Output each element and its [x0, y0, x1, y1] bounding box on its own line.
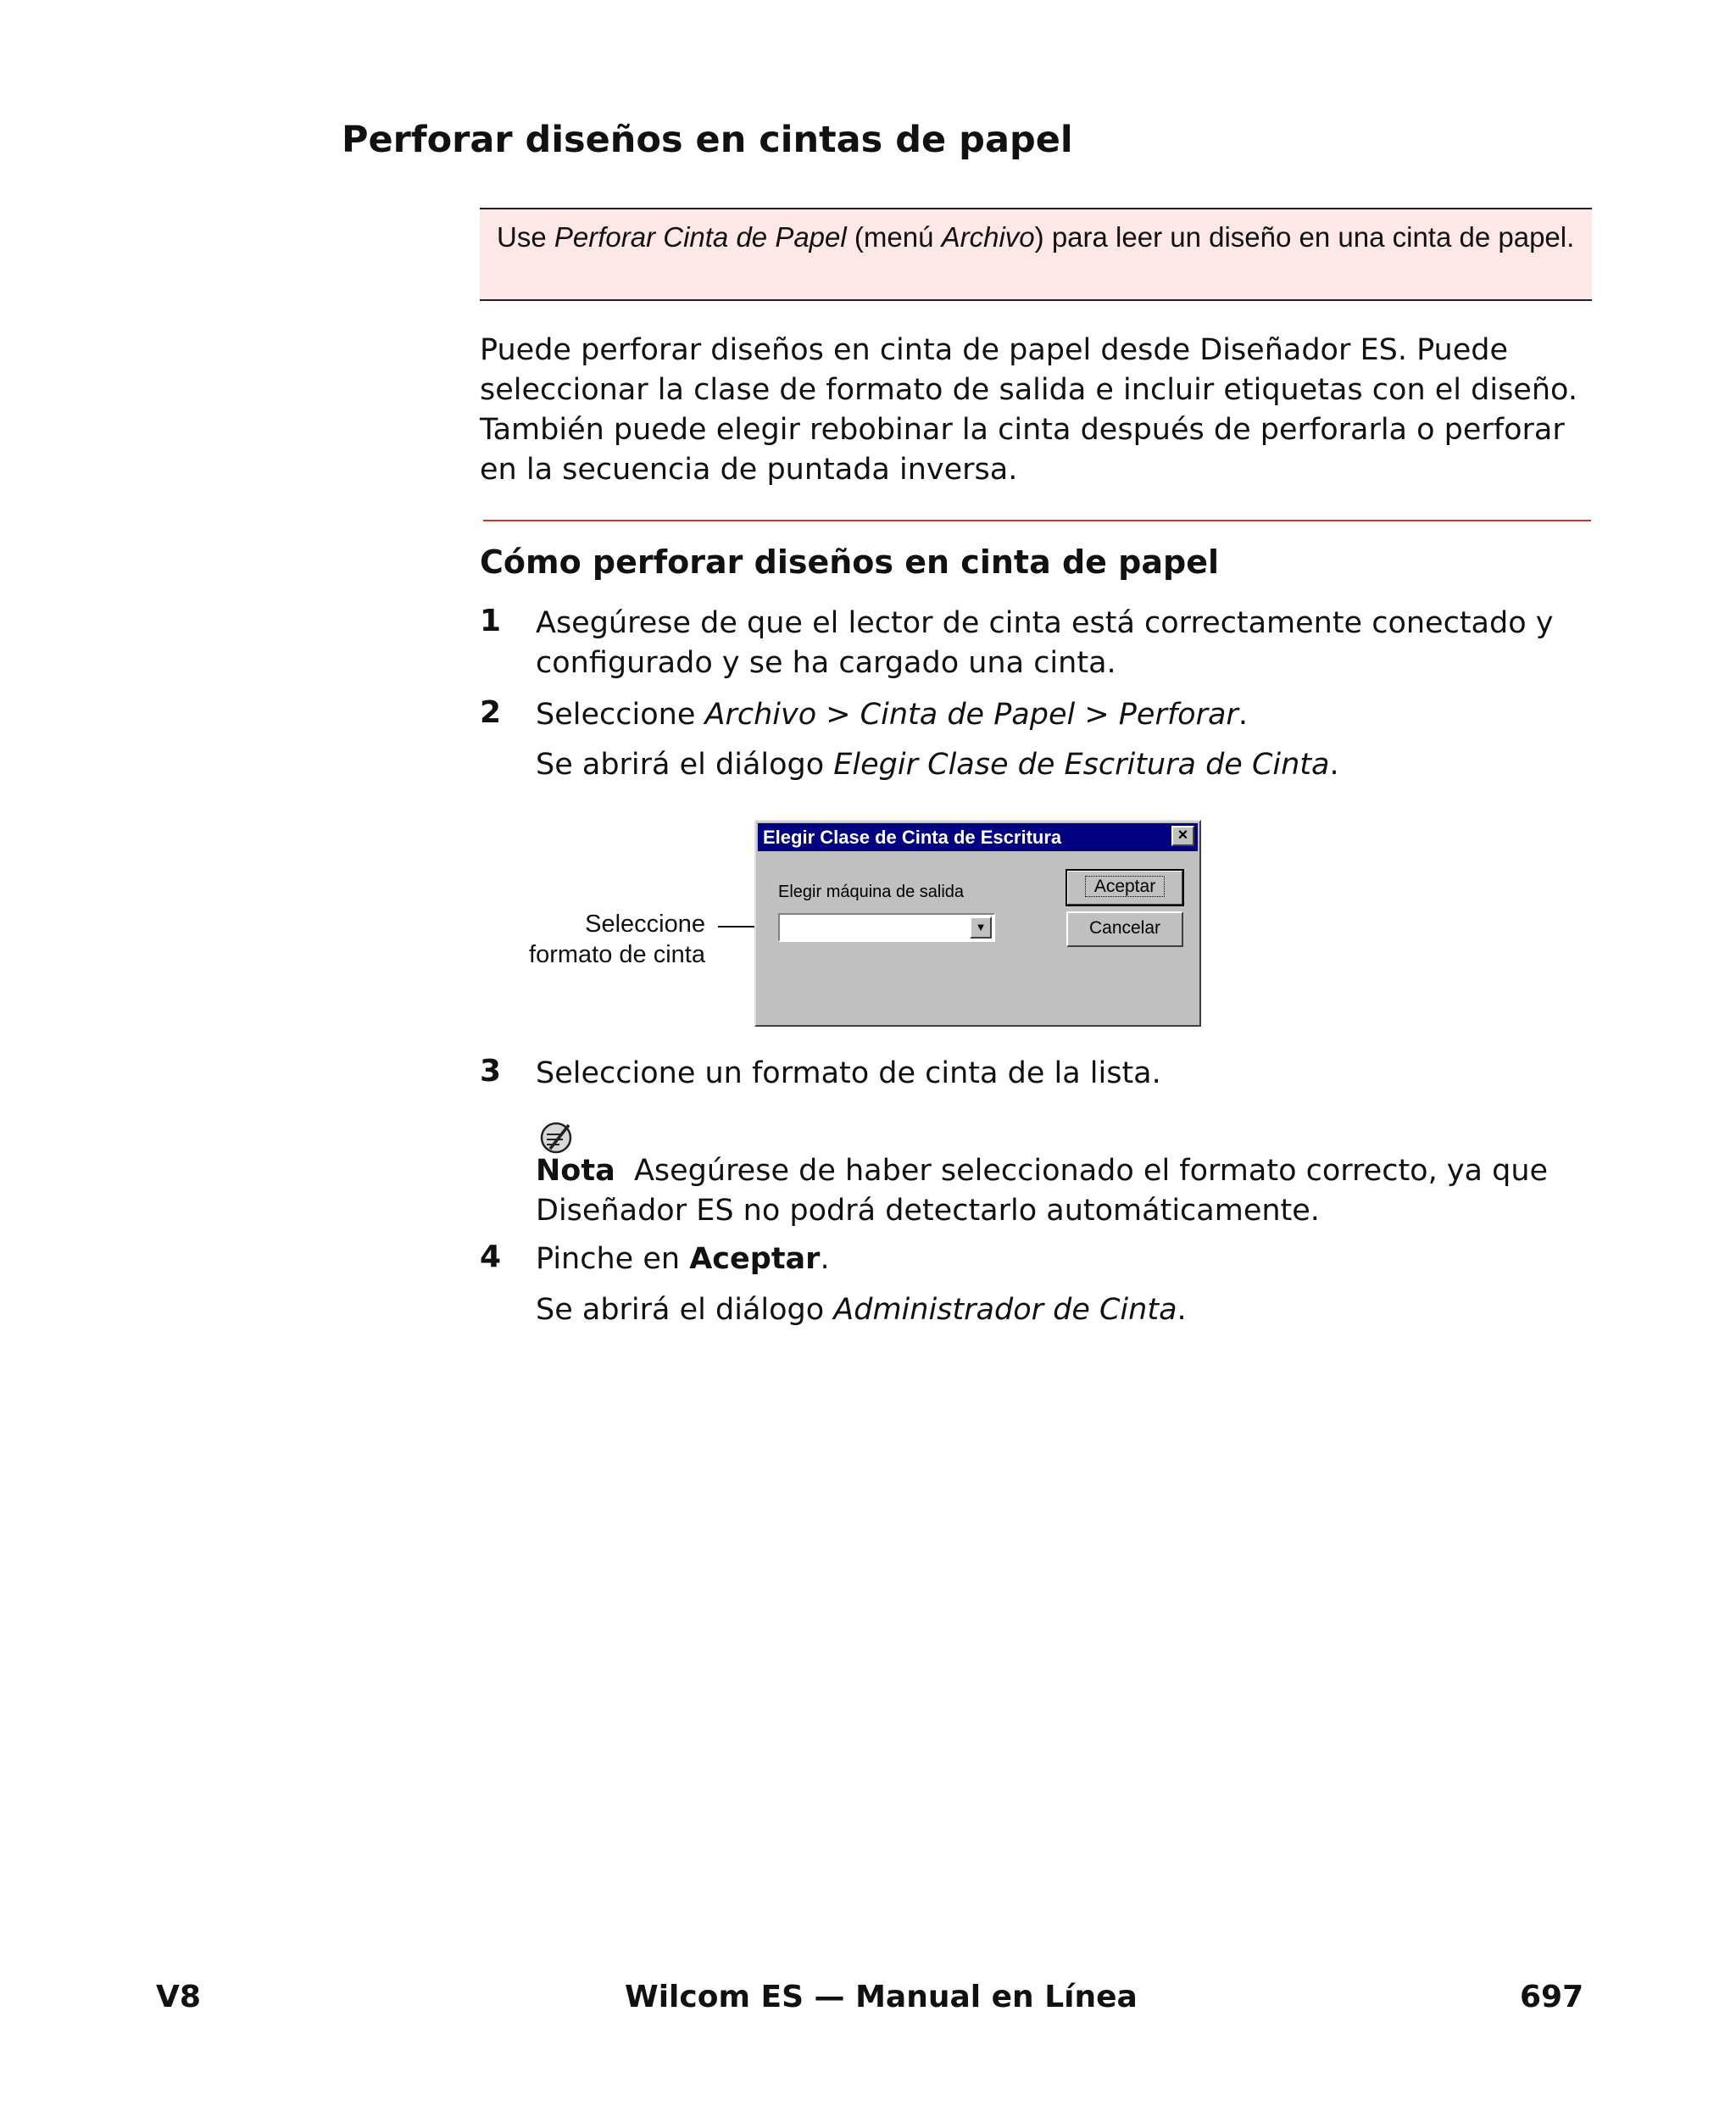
choose-tape-dialog	[754, 820, 1201, 1027]
dialog-title: Elegir Clase de Cinta de Escritura	[763, 827, 1062, 848]
step-text: Asegúrese de que el lector de cinta está correctamente conectado y configurado y se ha cargado una cinta.	[536, 606, 1554, 680]
step-number: 3	[480, 1054, 502, 1089]
note-body: Asegúrese de haber seleccionado el formato correcto, ya que Diseñador ES no podrá detectarlo automáticamente.	[536, 1154, 1549, 1228]
step-result	[536, 1290, 1591, 1330]
dialog-title-bar	[758, 823, 1198, 851]
step-text	[536, 1240, 1591, 1279]
footer-page-number: 697	[1520, 1980, 1584, 2014]
ok-button-label: Aceptar	[1085, 876, 1165, 897]
step-result	[536, 745, 1591, 785]
tape-format-select[interactable]	[778, 913, 995, 942]
result-prefix: Se abrirá el diálogo	[536, 1293, 825, 1327]
summary-box	[480, 208, 1592, 301]
output-machine-label: Elegir máquina de salida	[778, 883, 965, 901]
step-bold: Aceptar	[689, 1242, 821, 1276]
step-number: 4	[480, 1240, 502, 1274]
how-to-title: Cómo perforar diseños en cinta de papel	[480, 543, 1219, 581]
step-prefix: Seleccione	[536, 698, 696, 732]
result-suffix: .	[1177, 1293, 1187, 1327]
step-number: 1	[480, 604, 502, 638]
result-dialog: Administrador de Cinta	[833, 1293, 1177, 1327]
note-label: Nota	[536, 1154, 615, 1188]
step-prefix: Pinche en	[536, 1242, 681, 1276]
chevron-down-icon[interactable]: ▼	[970, 916, 992, 939]
summary-menu: Archivo	[941, 221, 1035, 253]
step-suffix: .	[1238, 698, 1248, 732]
callout-label: Seleccione formato de cinta	[529, 911, 705, 968]
result-prefix: Se abrirá el diálogo	[536, 748, 825, 782]
summary-command: Perforar Cinta de Papel	[554, 221, 847, 253]
note-text	[536, 1151, 1591, 1231]
step-number: 2	[480, 695, 502, 730]
step-suffix: .	[820, 1242, 830, 1276]
intro-paragraph: Puede perforar diseños en cinta de papel desde Diseñador ES. Puede seleccionar la clase de formato de salida e incluir etiquetas con el diseño. También puede elegir rebobinar la cinta después de perforarla o perforar en la secuencia de puntada inversa.	[480, 333, 1577, 487]
step-text: Seleccione un formato de cinta de la lista.	[536, 1056, 1161, 1090]
close-icon[interactable]: ×	[1171, 826, 1194, 846]
step-text	[536, 695, 1591, 735]
summary-use: Use	[497, 221, 547, 253]
menu-path: Archivo > Cinta de Papel > Perforar	[704, 698, 1238, 732]
ok-button[interactable]	[1066, 870, 1183, 905]
note-pencil-icon	[539, 1121, 573, 1155]
section-divider	[483, 520, 1591, 521]
result-dialog: Elegir Clase de Escritura de Cinta	[833, 748, 1330, 782]
summary-rest: ) para leer un diseño en una cinta de papel.	[1034, 221, 1575, 253]
result-suffix: .	[1329, 748, 1339, 782]
footer-version: V8	[156, 1980, 201, 2014]
cancel-button[interactable]: Cancelar	[1066, 911, 1183, 947]
page-title: Perforar diseños en cintas de papel	[342, 119, 1073, 161]
summary-menu-open: (menú	[854, 221, 934, 253]
footer-manual-title: Wilcom ES — Manual en Línea	[625, 1980, 1138, 2014]
